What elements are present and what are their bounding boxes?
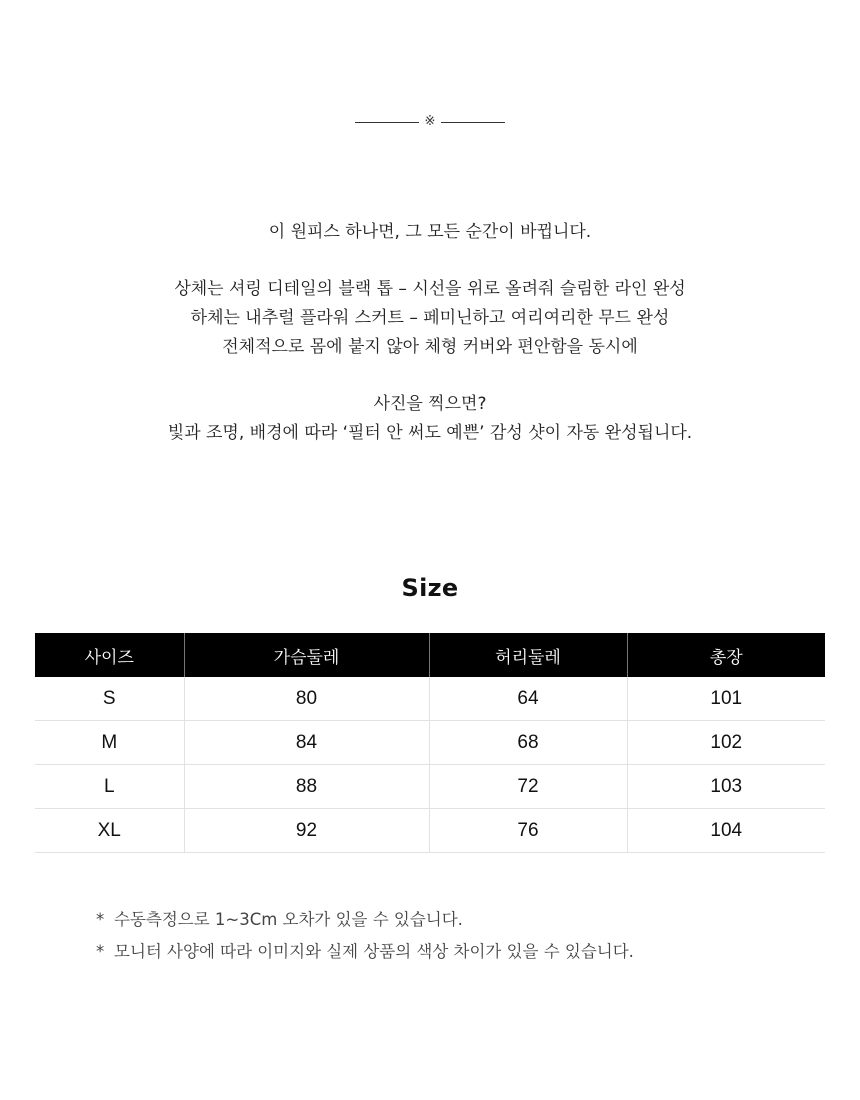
cell-waist: 72 bbox=[429, 765, 627, 809]
table-row bbox=[35, 677, 825, 721]
size-section-title: Size bbox=[401, 574, 459, 602]
cell-chest: 92 bbox=[184, 809, 429, 853]
header-length: 총장 bbox=[627, 633, 825, 677]
header-size: 사이즈 bbox=[35, 633, 184, 677]
cell-length: 103 bbox=[627, 765, 825, 809]
description-detail-fit: 전체적으로 몸에 붙지 않아 체형 커버와 편안함을 동시에 bbox=[222, 337, 638, 357]
cell-size: XL bbox=[35, 809, 184, 853]
cell-length: 101 bbox=[627, 677, 825, 721]
cell-size: M bbox=[35, 721, 184, 765]
note-text-measurement: 수동측정으로 1~3Cm 오차가 있을 수 있습니다. bbox=[114, 910, 463, 929]
cell-waist: 76 bbox=[429, 809, 627, 853]
divider-line-right bbox=[441, 122, 505, 123]
product-description bbox=[0, 218, 860, 448]
table-row bbox=[35, 809, 825, 853]
size-notes bbox=[96, 904, 634, 968]
note-item bbox=[96, 904, 634, 936]
cell-waist: 64 bbox=[429, 677, 627, 721]
note-bullet: * bbox=[96, 910, 105, 929]
description-photo-answer: 빛과 조명, 배경에 따라 ‘필터 안 써도 예쁜’ 감성 샷이 자동 완성됩니다. bbox=[167, 423, 693, 443]
size-table bbox=[35, 633, 825, 853]
header-waist: 허리둘레 bbox=[429, 633, 627, 677]
size-table-header-row bbox=[35, 633, 825, 677]
cell-size: S bbox=[35, 677, 184, 721]
cell-size: L bbox=[35, 765, 184, 809]
table-row bbox=[35, 765, 825, 809]
description-intro: 이 원피스 하나면, 그 모든 순간이 바뀝니다. bbox=[268, 222, 592, 242]
cell-length: 104 bbox=[627, 809, 825, 853]
description-detail-top: 상체는 셔링 디테일의 블랙 톱 – 시선을 위로 올려줘 슬림한 라인 완성 bbox=[174, 279, 686, 299]
cell-length: 102 bbox=[627, 721, 825, 765]
note-bullet: * bbox=[96, 942, 105, 961]
note-text-monitor: 모니터 사양에 따라 이미지와 실제 상품의 색상 차이가 있을 수 있습니다. bbox=[114, 942, 634, 961]
section-divider bbox=[0, 112, 860, 132]
description-photo-question: 사진을 찍으면? bbox=[373, 394, 487, 414]
divider-line-left bbox=[355, 122, 419, 123]
note-item bbox=[96, 936, 634, 968]
header-chest: 가슴둘레 bbox=[184, 633, 429, 677]
cell-chest: 88 bbox=[184, 765, 429, 809]
cell-chest: 80 bbox=[184, 677, 429, 721]
table-row bbox=[35, 721, 825, 765]
description-detail-bottom: 하체는 내추럴 플라워 스커트 – 페미닌하고 여리여리한 무드 완성 bbox=[190, 308, 670, 328]
cell-waist: 68 bbox=[429, 721, 627, 765]
cell-chest: 84 bbox=[184, 721, 429, 765]
reference-mark-icon: ※ bbox=[424, 114, 436, 129]
